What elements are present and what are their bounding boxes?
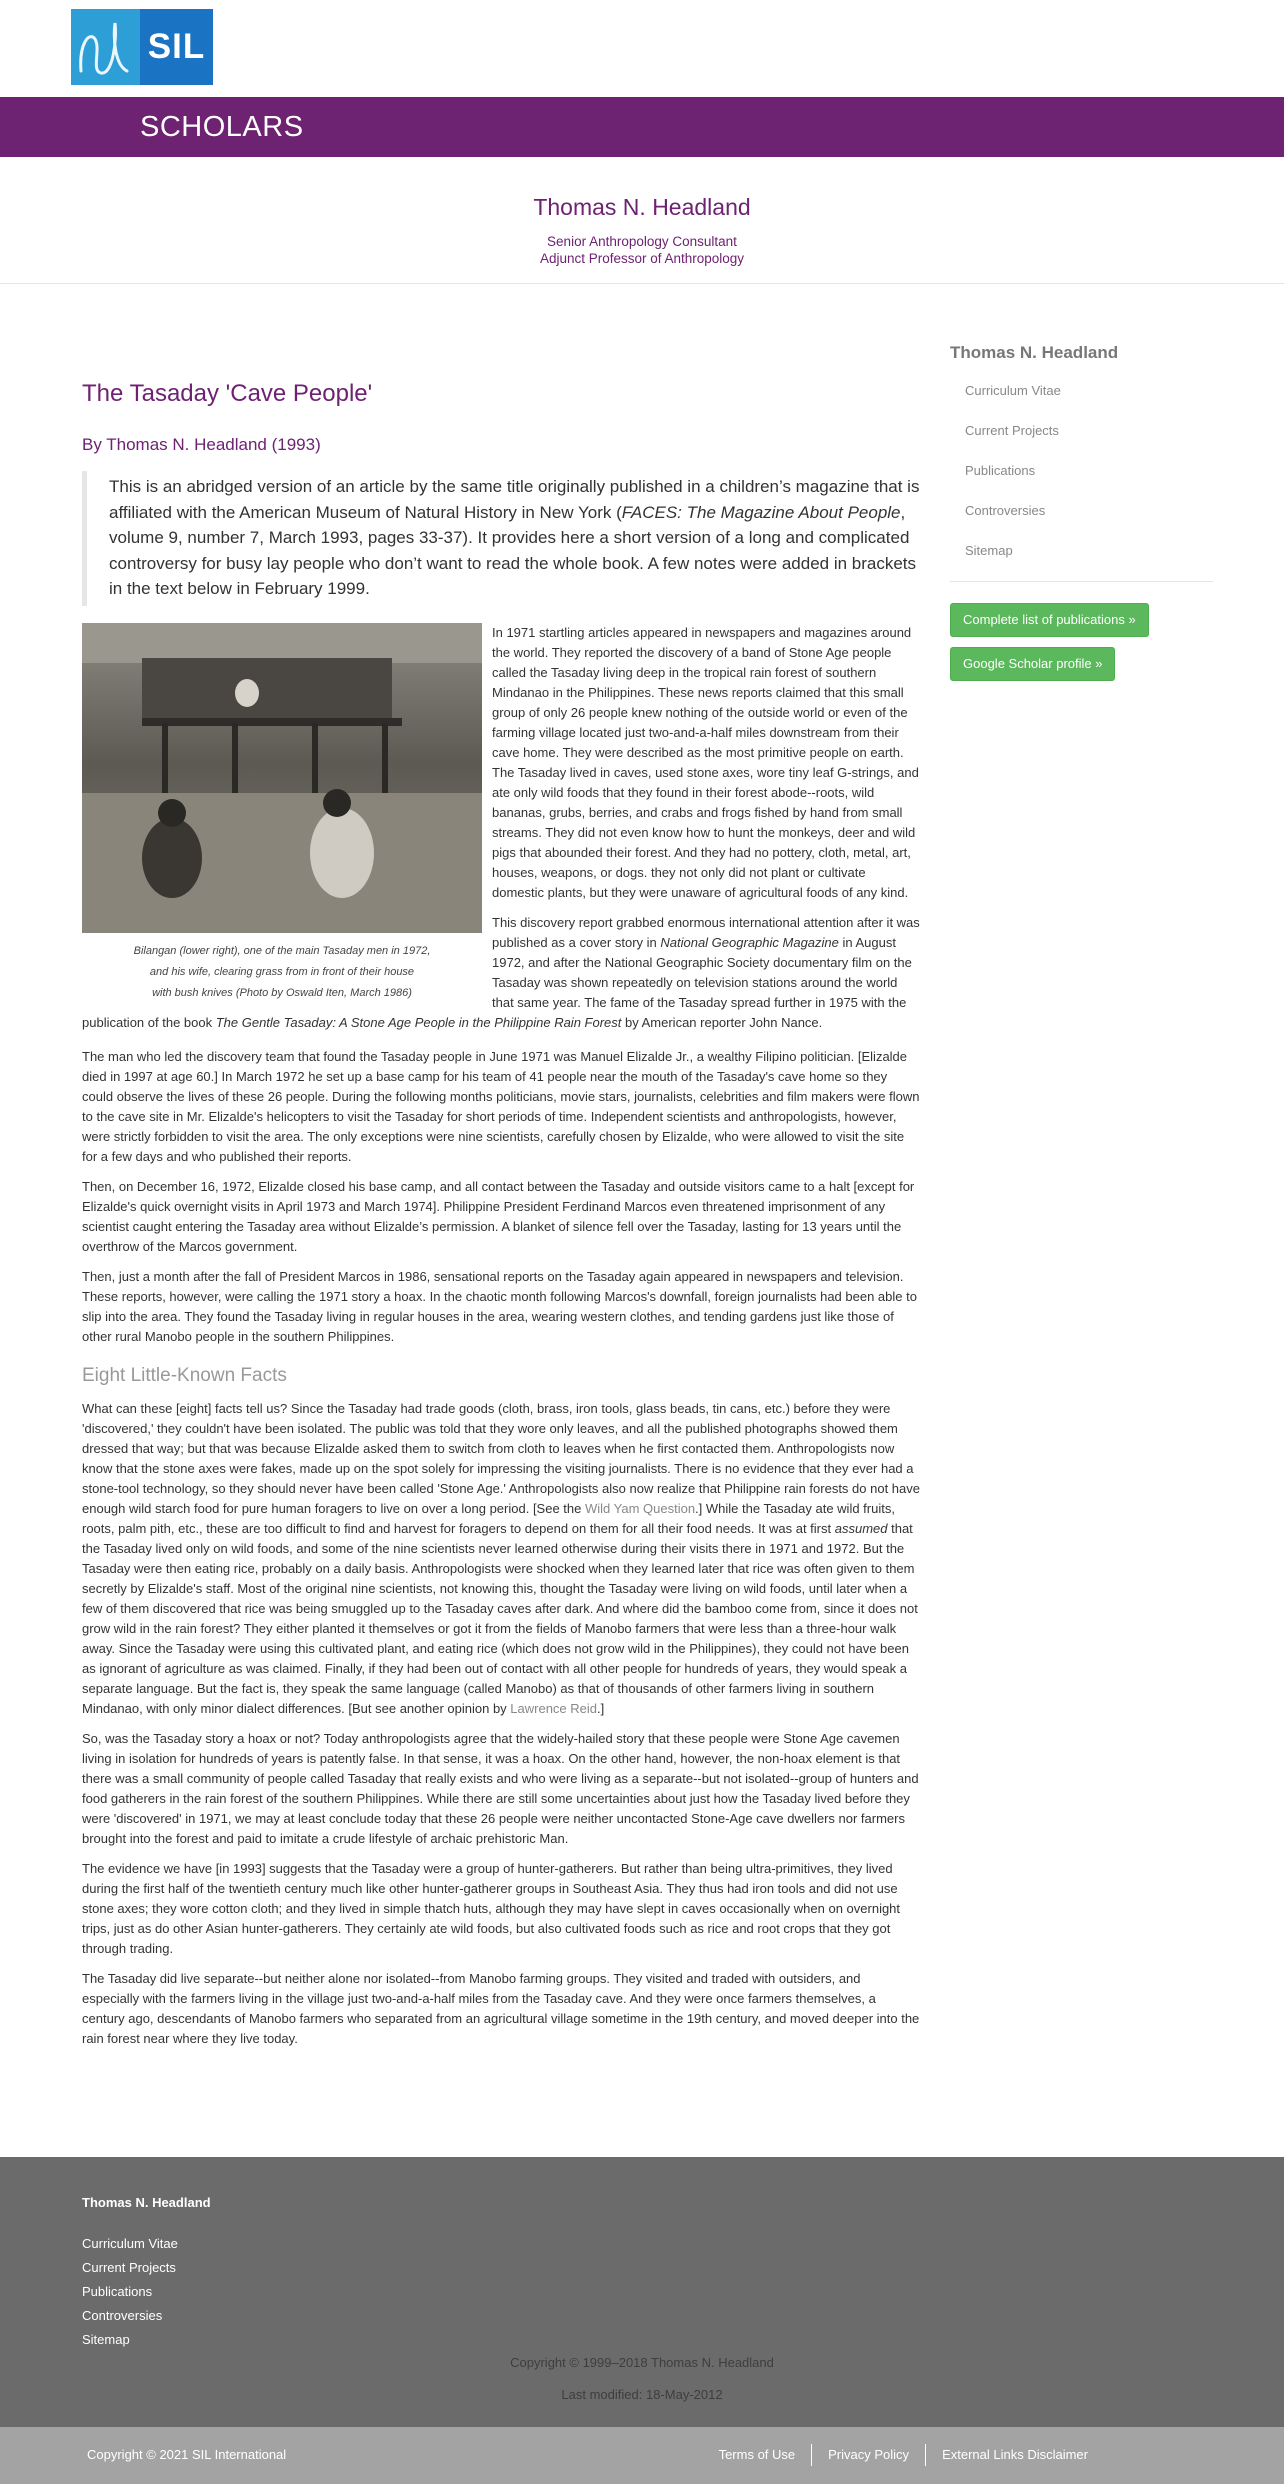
footer-link-publications[interactable]: Publications [82,2284,153,2299]
paragraph-1: In 1971 startling articles appeared in newspapers and magazines around the world. They reported the discovery of a band of Stone Age people called the Tasaday living deep in the tropical rain forest of southern Mindanao in the Philippines. These news reports claimed that this small group of only 26 people knew nothing of the outside world or even of the farming village located just two-and-a-half miles downstream from their cave home. They were described as the most primitive people on earth. The Tasaday lived in caves, used stone axes, wore tiny leaf G-strings, and ate only wild foods that they found in their forest abode--roots, wild bananas, grubs, berries, and crabs and frogs fished by hand from small streams. They did not even know how to hunt the monkeys, deer and wild pigs that abounded their forest. And they had no pottery, cloth, metal, art, houses, weapons, or dogs. they not only did not plant or cultivate domestic plants, but they were unaware of agricultural foods of any kind. [492,624,919,900]
p6-italic: assumed [834,1520,888,1536]
p2-text-3: by American reporter John Nance. [621,1014,823,1030]
sidebar-item-current-projects[interactable]: Current Projects [965,423,1059,438]
sidebar [950,343,1213,681]
terms-of-use-link[interactable]: Terms of Use [718,2447,796,2462]
caption-line-2: and his wife, clearing grass from in front of their house [149,965,415,978]
footer-link-cv[interactable]: Curriculum Vitae [82,2236,178,2251]
p6-text-3: that the Tasaday lived only on wild foods, and some of the nine scientists never learned otherwise during their visits there in 1971 and 1972. But the Tasaday were then eating rice, probably on a daily basis. Anthropologists were shocked when they learned later that rice was often given to them secretly by Elizalde's staff. Most of the original nine scientists, not knowing this, thought the Tasaday were living on wild foods, until later when a few of them discovered that rice was being smuggled up to the Tasaday caves after dark. And where did the bamboo come from, since it does not grow wild in the rain forest? They either planted it themselves or got it from the fields of Manobo farmers that were less than a three-hour walk away. Since the Tasaday were using this cultivated plant, and eating rice (which does not grow wild in the Philippines), they could not have been as ignorant of agriculture as was claimed. Finally, if they had been out of contact with all other people for hundreds of years, they would speak a separate language. But the fact is, they speak the same language (called Manobo) as that of thousands of other farmers living in southern Mindanao, with only minor dialect differences. [But see another opinion by [82,1520,918,1716]
footer-link-controversies[interactable]: Controversies [82,2308,163,2323]
privacy-policy-link[interactable]: Privacy Policy [828,2447,910,2462]
p2-text: This discovery report grabbed enormous international attention after it was published as a cover story in [492,914,920,950]
sidebar-item-cv[interactable]: Curriculum Vitae [965,383,1061,398]
banner-title[interactable]: SCHOLARS [140,111,304,143]
quote-text: This is an abridged version of an article by the same title originally published in a children’s magazine that is affiliated with the American Museum of Natural History in New York ( [109,477,920,522]
p6-text-4: .] [597,1700,605,1716]
footer-copyright: Copyright © 1999–2018 Thomas N. Headland [510,2355,774,2370]
p2-magazine: National Geographic Magazine [660,934,839,950]
p6-text-2: .] While the Tasaday ate wild fruits, roots, palm pith, etc., these are too difficult to find and harvest for foragers to depend on them for all their food needs. It was at first [82,1500,895,1536]
quote-text-end: , volume 9, number 7, March 1993, pages 33-37). It provides here a short version of a long and complicated controversy for busy lay people who don’t want to read the whole book. A few notes were added in brackets in the text below in February 1999. [109,502,917,598]
article-intro-quote [82,471,920,606]
footer-link-current-projects[interactable]: Current Projects [82,2260,176,2275]
paragraph-6 [82,1399,920,1719]
caption-line-3: with bush knives (Photo by Oswald Iten, March 1986) [152,986,412,999]
sidebar-title[interactable]: Thomas N. Headland [950,343,1119,362]
paragraph-5: Then, just a month after the fall of President Marcos in 1986, sensational reports on the Tasaday again appeared in newspapers and television. These reports, however, were calling the 1971 story a hoax. In the chaotic month following Marcos's downfall, foreign journalists had been able to slip into the area. They found the Tasaday living in regular houses in the area, wearing western clothes, and tending gardens just like those of other rural Manobo people in the southern Philippines. [82,1268,917,1344]
sidebar-item-sitemap[interactable]: Sitemap [965,543,1013,558]
top-bar [0,0,1284,97]
google-scholar-button[interactable]: Google Scholar profile » [950,647,1115,681]
bottom-bar [0,2427,1284,2484]
publications-list-button[interactable]: Complete list of publications » [950,603,1149,637]
quote-magazine-title: FACES: The Magazine About People [621,502,901,522]
lawrence-reid-link[interactable]: Lawrence Reid [510,1700,598,1716]
p2-book-title: The Gentle Tasaday: A Stone Age People in the Philippine Rain Forest [215,1014,622,1030]
sidebar-divider [950,581,1213,582]
sil-copyright: Copyright © 2021 SIL International [87,2447,287,2462]
tasaday-photo [82,623,482,933]
paragraph-9: The Tasaday did live separate--but neither alone nor isolated--from Manobo farming groups. They visited and traded with outsiders, and especially with the farmers living in the village just two-and-a-half miles from the Tasaday cave. And they were once farmers themselves, a century ago, descendants of Manobo farmers who separated from an agricultural village sometime in the 19th century, and moved deeper into the rain forest near where they live today. [82,1970,920,2046]
sil-logo[interactable] [71,9,213,85]
sidebar-nav [950,381,1213,581]
paragraph-4: Then, on December 16, 1972, Elizalde closed his base camp, and all contact between the Tasaday and outside visitors came to a halt [except for Elizalde's quick overnight visits in April 1973 and March 1974]. Philippine President Ferdinand Marcos even threatened imprisonment of any scientist caught entering the Tasaday area without Elizalde’s permission. A blanket of silence fell over the Tasaday, lasting for 13 years until the overthrow of the Marcos government. [82,1178,915,1254]
logo-mark-icon [71,9,140,85]
footer-link-sitemap[interactable]: Sitemap [82,2332,130,2347]
paragraph-8: The evidence we have [in 1993] suggests that the Tasaday were a group of hunter-gatherers. But rather than being ultra-primitives, they lived during the first half of the twentieth century much like other hunter-gatherer groups in Southeast Asia. They thus had iron tools and did not use stone axes; they wore cotton cloth; and they lived in simple thatch huts, although they may have slept in caves occasionally when on overnight trips, just as do other Asian hunter-gatherers. They certainly ate wild foods, but also cultivated foods such as rice and root crops that they got through trading. [82,1860,901,1956]
p2-text-2: in August 1972, and after the National Geographic Society documentary film on the Tasaday was shown repeatedly on television stations around the world that same year. The fame of the Tasaday spread further in 1975 with the publication of the book [82,934,912,1030]
photo-caption [82,941,482,1004]
profile-role-2: Adjunct Professor of Anthropology [539,251,745,266]
caption-line-1: Bilangan (lower right), one of the main Tasaday men in 1972, [133,944,431,957]
legal-links [703,2443,1088,2467]
p6-text: What can these [eight] facts tell us? Since the Tasaday had trade goods (cloth, brass, iron tools, glass beads, tin cans, etc.) before they were 'discovered,' they couldn't have been isolated. The public was told that they wore only leaves, and all the published photographs showed them dressed that way; but that was because Elizalde asked them to switch from cloth to leaves when he first contacted them. Anthropologists now know that the stone axes were fakes, made up on the spot solely for impressing the visiting journalists. There is no evidence that they ever had a stone-tool technology, so they should never have been called 'Stone Age.' Anthropologists also now realize that Philippine rain forests do not have enough wild starch food for pure human foragers to live on over a long period. [See the [82,1400,920,1516]
logo-text: SIL [140,9,213,85]
external-links-disclaimer-link[interactable]: External Links Disclaimer [942,2447,1088,2462]
article-title: The Tasaday 'Cave People' [82,380,373,407]
profile-role-1: Senior Anthropology Consultant [547,234,737,249]
paragraph-7: So, was the Tasaday story a hoax or not? Today anthropologists agree that the widely-hailed story that these people were Stone Age cavemen living in isolation for hundreds of years is patently false. In that sense, it was a hoax. On the other hand, however, the non-hoax element is that there was a small community of people called Tasaday that really exists and who were living as a separate--but not isolated--group of hunters and food gatherers in the rain forest of the southern Philippines. While there are still some uncertainties about just how the Tasaday lived before they were 'discovered' in 1971, we may at least conclude today that these 26 people were neither uncontacted Stone-Age cave dwellers nor farmers brought into the forest and paid to imitate a crude lifestyle of archaic prehistoric Man. [82,1730,919,1846]
sidebar-item-publications[interactable]: Publications [965,463,1036,478]
section-heading: Eight Little-Known Facts [82,1364,287,1386]
sidebar-item-controversies[interactable]: Controversies [965,503,1046,518]
footer-title: Thomas N. Headland [82,2195,211,2210]
scholars-banner [0,97,1284,157]
wild-yam-link[interactable]: Wild Yam Question [584,1500,696,1516]
profile-name: Thomas N. Headland [533,194,751,220]
figure [82,623,482,1004]
footer [0,2157,1284,2427]
article [82,380,920,2059]
paragraph-3: The man who led the discovery team that found the Tasaday people in June 1971 was Manuel Elizalde Jr., a wealthy Filipino politician. [Elizalde died in 1997 at age 60.] In March 1972 he set up a base camp for his team of 41 people near the mouth of the Tasaday's cave home so they could observe the lives of these 26 people. During the following months politicians, movie stars, journalists, celebrities and film makers were flown to the cave site in Mr. Elizalde's helicopters to visit the Tasaday for short periods of time. Independent scientists and anthropologists, however, were strictly forbidden to visit the area. The only exceptions were nine scientists, carefully chosen by Elizalde, who were allowed to visit the site for a few days and who published their reports. [82,1048,920,1164]
footer-last-modified: Last modified: 18-May-2012 [561,2387,723,2402]
footer-nav [82,2234,178,2354]
article-byline: By Thomas N. Headland (1993) [82,435,321,454]
article-body [82,623,920,2049]
profile-header [0,157,1284,284]
